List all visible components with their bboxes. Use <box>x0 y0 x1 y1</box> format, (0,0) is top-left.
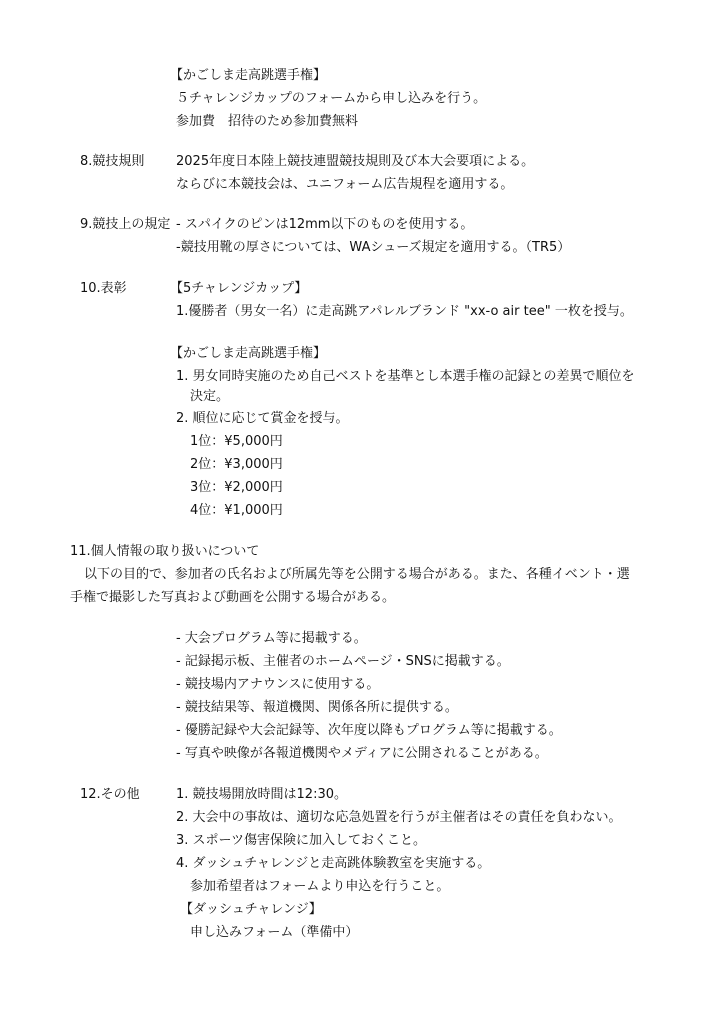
privacy-item: - 大会プログラム等に掲載する。 <box>176 631 367 646</box>
prize-row: 4位：¥1,000円 <box>190 503 283 518</box>
championship-item: 決定。 <box>190 389 230 404</box>
kagoshima-entry-heading: 【かごしま走高跳選手権】 <box>170 68 327 83</box>
privacy-item: - 競技結果等、報道機関、関係各所に提供する。 <box>176 700 458 715</box>
privacy-item: - 記録掲示板、主催者のホームページ・SNSに掲載する。 <box>176 654 510 669</box>
section-10-label: 10.表彰 <box>80 281 127 296</box>
privacy-item: - 優勝記録や大会記録等、次年度以降もプログラム等に掲載する。 <box>176 723 562 738</box>
privacy-item: - 競技場内アナウンスに使用する。 <box>176 677 380 692</box>
section-11-paragraph: 手権で撮影した写真および動画を公開する場合がある。 <box>70 590 396 605</box>
other-item: 3. スポーツ傷害保険に加入しておくこと。 <box>176 833 427 848</box>
section-8-line: 2025年度日本陸上競技連盟競技規則及び本大会要項による。 <box>176 154 535 169</box>
section-8-label: 8.競技規則 <box>80 154 145 169</box>
prize-row: 1位：¥5,000円 <box>190 434 283 449</box>
section-9-line: -競技用靴の厚さについては、WAシューズ規定を適用する。（TR5） <box>176 240 571 255</box>
section-9-label: 9.競技上の規定 <box>80 217 171 232</box>
kagoshima-entry-line: ５チャレンジカップのフォームから申し込みを行う。 <box>176 91 487 106</box>
section-11-paragraph: 以下の目的で、参加者の氏名および所属先等を公開する場合がある。また、各種イベント・選 <box>84 567 630 582</box>
dash-challenge-heading: 【ダッシュチャレンジ】 <box>180 902 322 917</box>
kagoshima-entry-fee: 参加費 招待のため参加費無料 <box>176 114 359 129</box>
section-12-label: 12.その他 <box>80 787 140 802</box>
section-9-line: - スパイクのピンは12mm以下のものを使用する。 <box>176 217 474 232</box>
dash-challenge-form-link: 申し込みフォーム（準備中） <box>190 925 359 940</box>
prize-row: 2位：¥3,000円 <box>190 457 283 472</box>
cup-heading: 【5チャレンジカップ】 <box>170 281 308 296</box>
other-item-note: 参加希望者はフォームより申込を行うこと。 <box>190 879 450 894</box>
section-11-label: 11.個人情報の取り扱いについて <box>70 544 260 559</box>
cup-award-line: 1.優勝者（男女一名）に走高跳アパレルブランド "xx-o air tee" 一枚を授与。 <box>176 304 633 319</box>
prize-row: 3位：¥2,000円 <box>190 480 283 495</box>
championship-item: 2. 順位に応じて賞金を授与。 <box>176 411 349 426</box>
other-item: 2. 大会中の事故は、適切な応急処置を行うが主催者はその責任を負わない。 <box>176 810 622 825</box>
championship-heading: 【かごしま走高跳選手権】 <box>170 346 327 361</box>
other-item: 1. 競技場開放時間は12:30。 <box>176 787 347 802</box>
other-item: 4. ダッシュチャレンジと走高跳体験教室を実施する。 <box>176 856 491 871</box>
championship-item: 1. 男女同時実施のため自己ベストを基準とし本選手権の記録との差異で順位を <box>176 369 635 384</box>
section-8-line: ならびに本競技会は、ユニフォーム広告規程を適用する。 <box>176 177 514 192</box>
privacy-item: - 写真や映像が各報道機関やメディアに公開されることがある。 <box>176 746 548 761</box>
